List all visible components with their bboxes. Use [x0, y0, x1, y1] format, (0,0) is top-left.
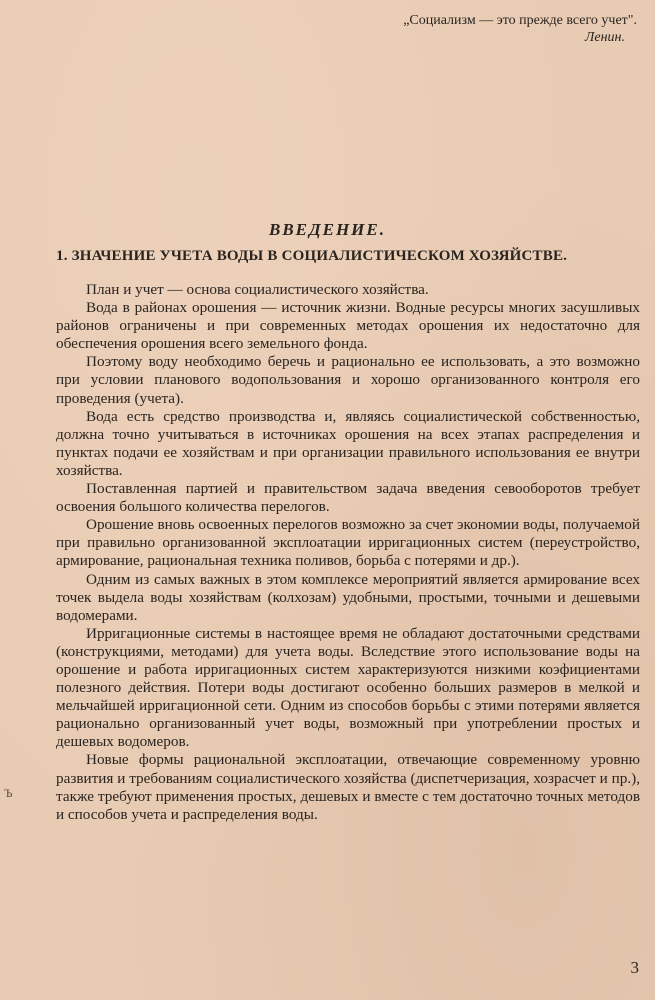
paragraph: Орошение вновь освоенных перелогов возможно за счет экономии воды, получаемой при правильно организованной эксплоатации ирригационных систем (переустройство, армирование, рациональная техника поливов, борьба с потерями и др.).	[56, 516, 640, 570]
paragraph: Новые формы рациональной эксплоатации, отвечающие современному уровню развития и требованиям социалистического хозяйства (диспетчеризация, хозрасчет и пр.), также требуют применения простых, дешевых и вместе с тем достаточно точных методов и способов учета и распределения воды.	[56, 751, 640, 823]
margin-mark: Ъ	[4, 786, 13, 800]
paragraph: Поэтому воду необходимо беречь и рационально ее использовать, а это возможно при условии планового водопользования и хорошо организованного контроля его проведения (учета).	[56, 353, 640, 407]
paragraph: Ирригационные системы в настоящее время не обладают достаточными средствами (конструкциями, методами) для учета воды. Вследствие этого использование воды на орошение и работа ирригационных систем характеризуются низкими коэфициентами полезного действия. Потери воды достигают особенно больших размеров в мелкой и мельчайшей ирригационной сети. Одним из способов борьбы с этими потерями является рационально организованный учет воды, возможный при употреблении простых и дешевых водомеров.	[56, 624, 640, 751]
epigraph-author: Ленин.	[584, 30, 625, 45]
paragraph: Вода в районах орошения — источник жизни. Водные ресурсы многих засушливых районов ограничены и при современных методах орошения их недостаточно для обеспечения орошения всего земельного фонда.	[56, 299, 640, 353]
chapter-heading: 1. ЗНАЧЕНИЕ УЧЕТА ВОДЫ В СОЦИАЛИСТИЧЕСКОМ ХОЗЯЙСТВЕ.	[56, 248, 568, 264]
page-number: 3	[630, 958, 639, 977]
paragraph: План и учет — основа социалистического хозяйства.	[86, 281, 429, 298]
paragraph: Одним из самых важных в этом комплексе мероприятий является армирование всех точек выдела воды хозяйствам (колхозам) удобными, простыми, точными и дешевыми водомерами.	[56, 570, 640, 624]
epigraph-quote: „Социализм — это прежде всего учет".	[403, 13, 637, 28]
paragraph: Поставленная партией и правительством задача введения севооборотов требует освоения большого количества перелогов.	[56, 480, 640, 516]
body-text	[56, 281, 640, 824]
section-heading: ВВЕДЕНИЕ.	[268, 220, 386, 239]
epigraph	[403, 12, 637, 46]
paragraph: Вода есть средство производства и, являясь социалистической собственностью, должна точно учитываться в источниках орошения на всех этапах распределения и пунктах подачи ее хозяйствам и при организации правильного использования ее внутри хозяйства.	[56, 407, 640, 479]
